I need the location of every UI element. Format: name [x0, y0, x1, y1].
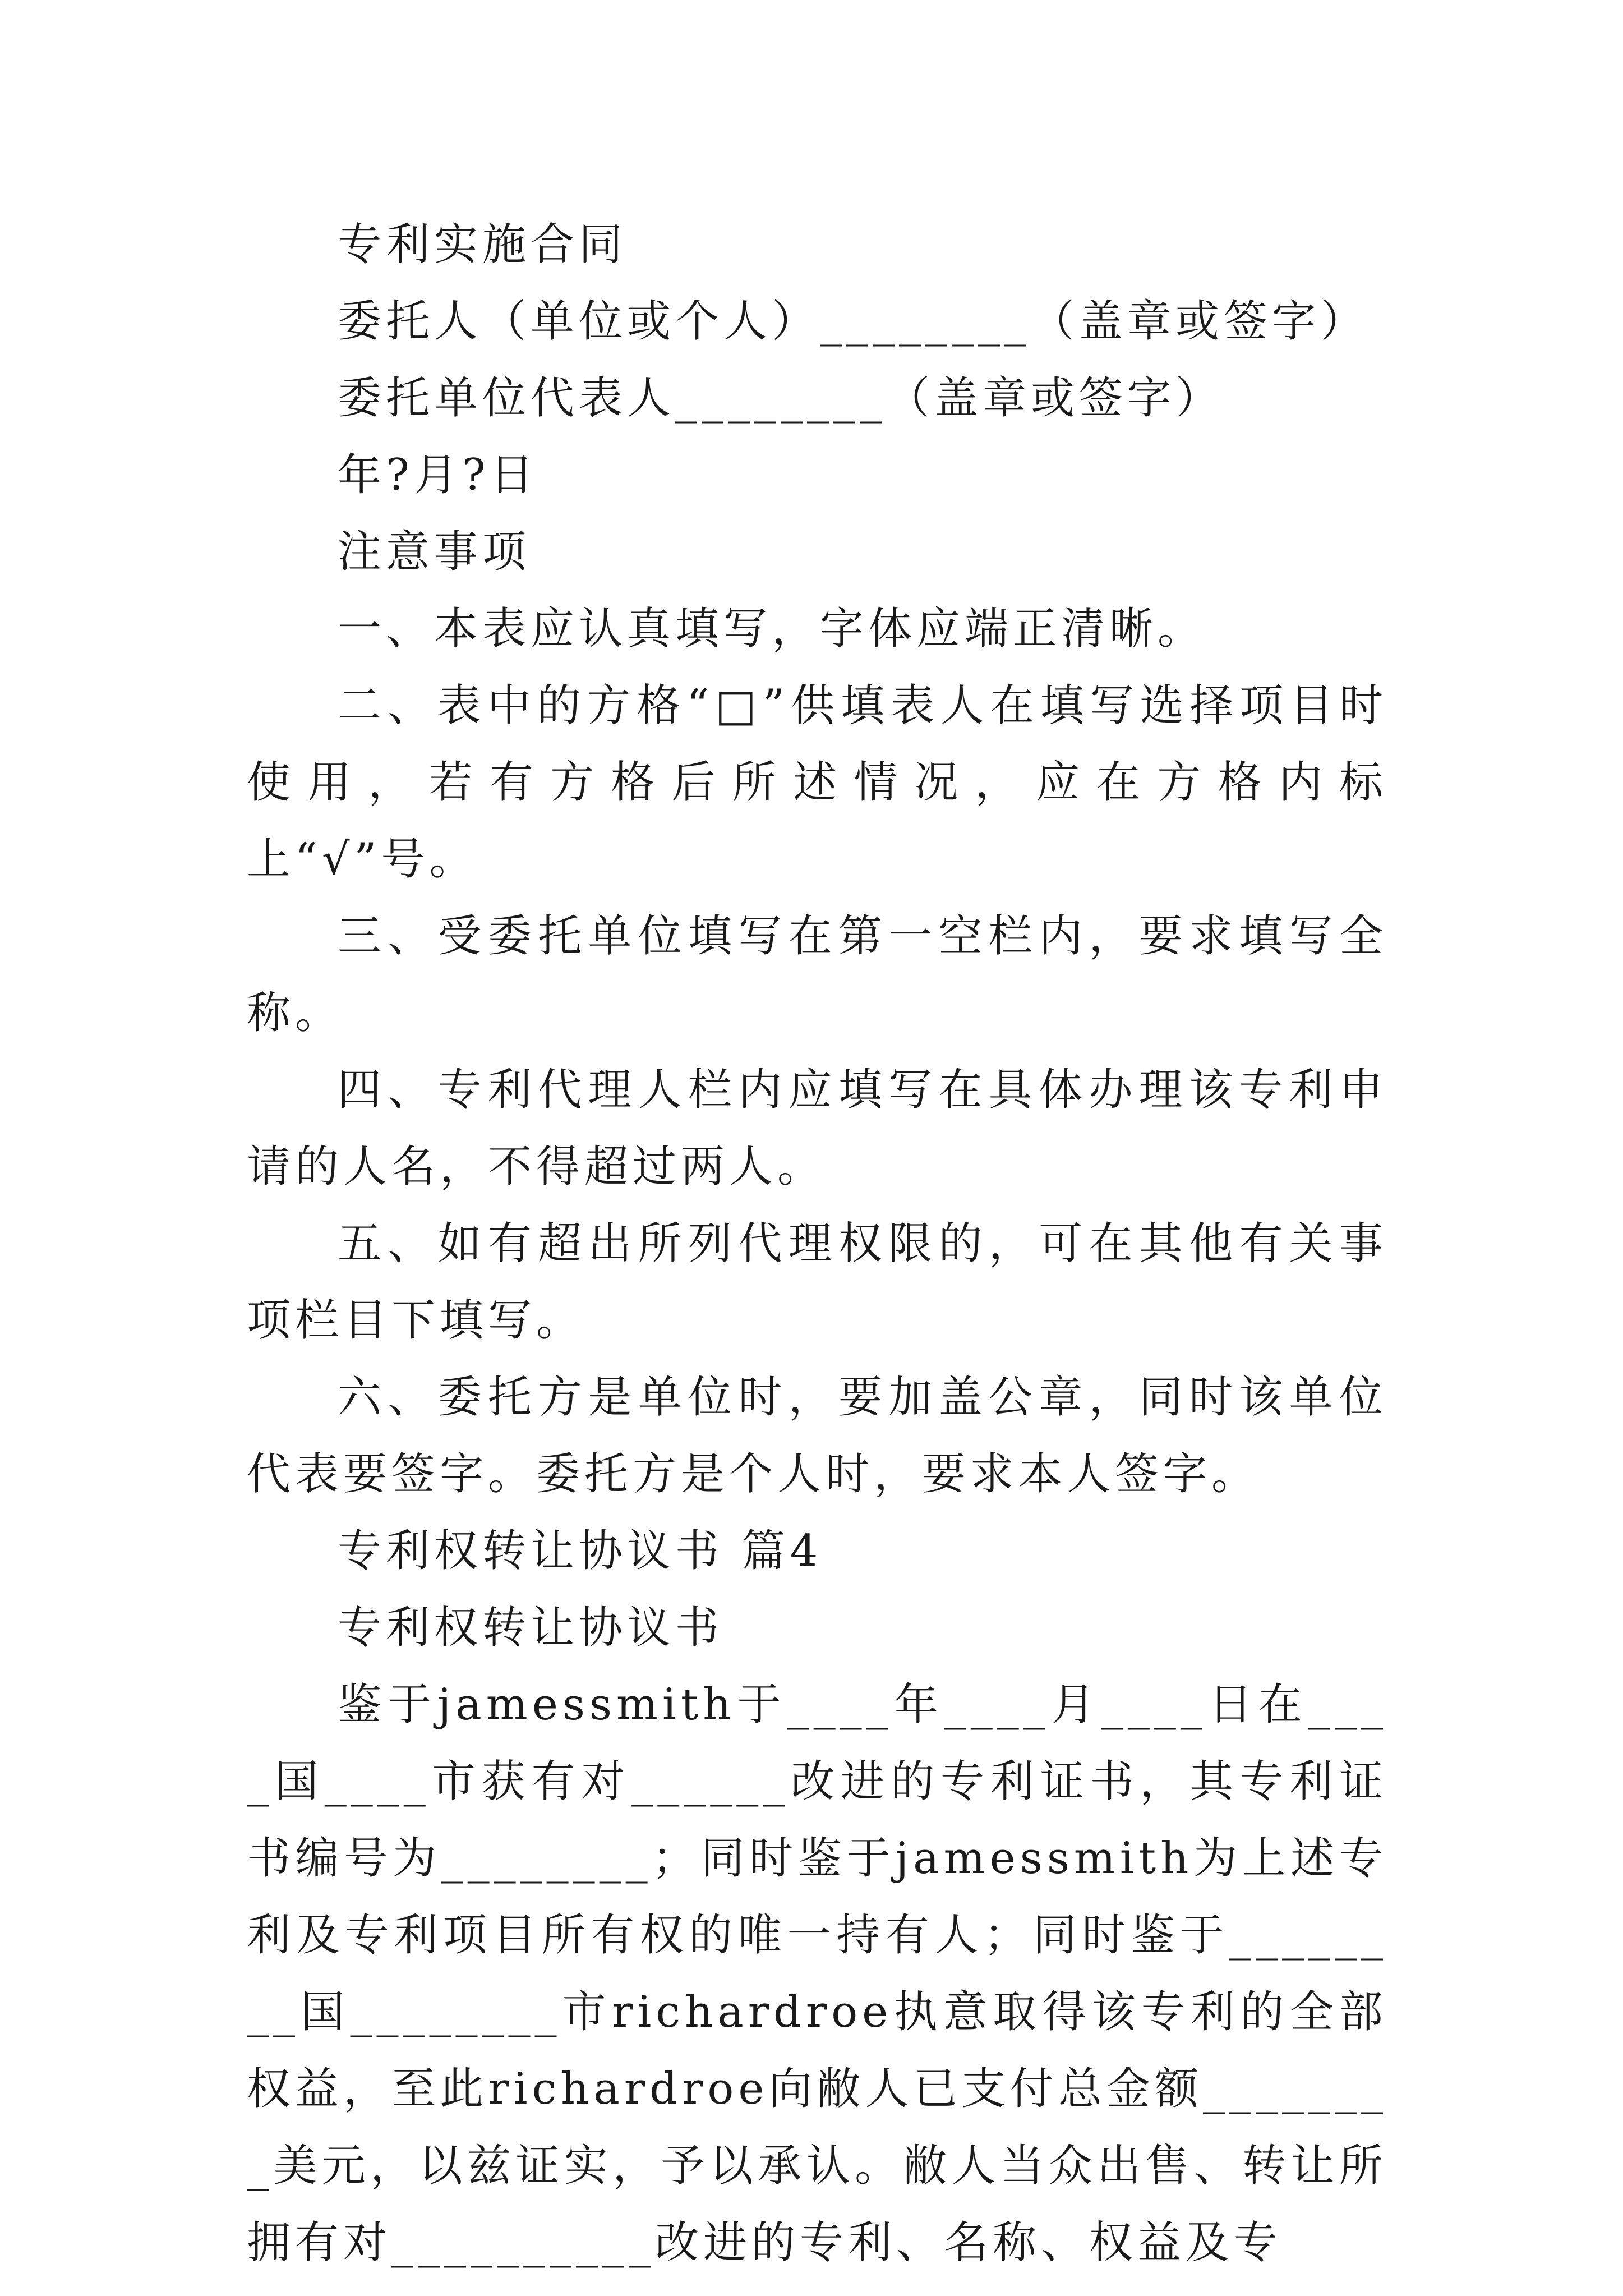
agreement-body: 鉴于jamessmith于____年____月____日在____国____市获有对______改进的专利证书，其专利证书编号为________；同时鉴于jamessmith为上述专利及专利项目所有权的唯一持有人；同时鉴于________国________市richardroe执意取得该专利的全部权益，至此richardroe向敝人已支付总金额________美元，以兹证实，予以承认。敝人当众出售、转让所拥有对__________改进的专利、名称、权益及专: [247, 1680, 1387, 2268]
principal-signature-line: 委托人（单位或个人）________（盖章或签字）: [338, 296, 1369, 347]
note-item-1: 一、本表应认真填写，字体应端正清晰。: [338, 604, 1206, 654]
date-line: 年?月?日: [338, 450, 538, 500]
representative-signature-line: 委托单位代表人________（盖章或签字）: [338, 373, 1224, 424]
note-item-6: 六、委托方是单位时，要加盖公章，同时该单位代表要签字。委托方是个人时，要求本人签字。: [247, 1372, 1387, 1499]
note-item-3: 三、受委托单位填写在第一空栏内，要求填写全称。: [247, 911, 1387, 1038]
note-item-2: 二、表中的方格“□”供填表人在填写选择项目时使用，若有方格后所述情况，应在方格内标上“√”号。: [247, 680, 1387, 885]
note-item-4: 四、专利代理人栏内应填写在具体办理该专利申请的人名，不得超过两人。: [247, 1065, 1387, 1192]
contract-title: 专利实施合同: [338, 219, 628, 270]
agreement-title: 专利权转让协议书: [338, 1603, 724, 1653]
section-heading: 专利权转让协议书 篇4: [338, 1526, 823, 1576]
notes-heading: 注意事项: [338, 527, 531, 577]
note-item-5: 五、如有超出所列代理权限的，可在其他有关事项栏目下填写。: [247, 1218, 1387, 1346]
